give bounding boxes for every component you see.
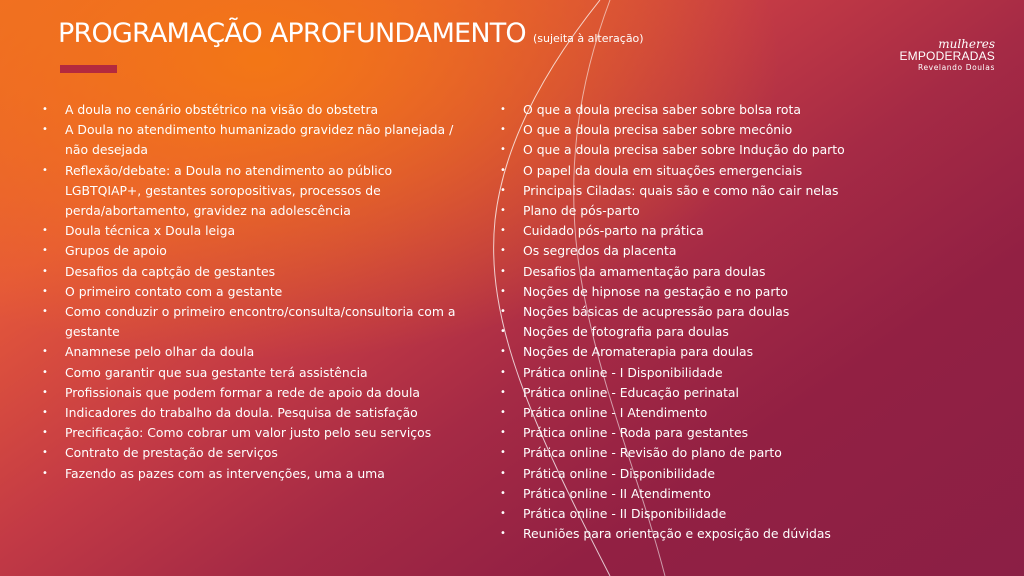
list-item: • Prática online - II Disponibilidade xyxy=(500,504,920,524)
list-item: • Prática online - Revisão do plano de parto xyxy=(500,443,920,463)
list-item: • Noções básicas de acupressão para doulas xyxy=(500,302,920,322)
brand-logo xyxy=(895,38,995,73)
list-item: • O primeiro contato com a gestante xyxy=(42,282,462,302)
list-item: • Noções de fotografia para doulas xyxy=(500,322,920,342)
list-item: • Desafios da amamentação para doulas xyxy=(500,262,920,282)
list-item: • O papel da doula em situações emergenciais xyxy=(500,161,920,181)
list-item: • Prática online - Disponibilidade xyxy=(500,464,920,484)
list-item: • Precificação: Como cobrar um valor justo pelo seu serviços xyxy=(42,423,462,443)
list-item: • Noções de Aromaterapia para doulas xyxy=(500,342,920,362)
list-item: • Principais Ciladas: quais são e como não cair nelas xyxy=(500,181,920,201)
list-item: • Profissionais que podem formar a rede de apoio da doula xyxy=(42,383,462,403)
list-item: • Fazendo as pazes com as intervenções, uma a uma xyxy=(42,464,462,484)
list-item: • Prática online - Educação perinatal xyxy=(500,383,920,403)
list-item: • Contrato de prestação de serviços xyxy=(42,443,462,463)
list-item: • Reflexão/debate: a Doula no atendimento ao público LGBTQIAP+, gestantes soropositivas, processos de perda/abortamento, gravidez na adolescência xyxy=(42,161,462,222)
list-item: • Como garantir que sua gestante terá assistência xyxy=(42,363,462,383)
list-item: • Os segredos da placenta xyxy=(500,241,920,261)
logo-line-3: Revelando Doulas xyxy=(917,63,995,72)
list-item: • Prática online - I Atendimento xyxy=(500,403,920,423)
left-topic-list xyxy=(42,100,462,484)
title-main: PROGRAMAÇÃO APROFUNDAMENTO xyxy=(58,18,526,49)
list-item: • Grupos de apoio xyxy=(42,241,462,261)
right-topic-list xyxy=(500,100,920,544)
page-title xyxy=(58,18,644,49)
title-note: (sujeita à alteração) xyxy=(532,32,644,45)
list-item: • Doula técnica x Doula leiga xyxy=(42,221,462,241)
list-item: • O que a doula precisa saber sobre mecônio xyxy=(500,120,920,140)
list-item: • O que a doula precisa saber sobre bolsa rota xyxy=(500,100,920,120)
list-item: • Como conduzir o primeiro encontro/consulta/consultoria com a gestante xyxy=(42,302,462,342)
list-item: • Indicadores do trabalho da doula. Pesquisa de satisfação xyxy=(42,403,462,423)
list-item: • A Doula no atendimento humanizado gravidez não planejada / não desejada xyxy=(42,120,462,160)
list-item: • Prática online - Roda para gestantes xyxy=(500,423,920,443)
list-item: • Desafios da captção de gestantes xyxy=(42,262,462,282)
logo-line-1: mulheres xyxy=(938,37,995,51)
title-accent-bar xyxy=(60,65,117,73)
list-item: • Plano de pós-parto xyxy=(500,201,920,221)
list-item: • Reuniões para orientação e exposição de dúvidas xyxy=(500,524,920,544)
list-item: • Prática online - I Disponibilidade xyxy=(500,363,920,383)
list-item: • Anamnese pelo olhar da doula xyxy=(42,342,462,362)
list-item: • Cuidado pós-parto na prática xyxy=(500,221,920,241)
list-item: • O que a doula precisa saber sobre Indução do parto xyxy=(500,140,920,160)
logo-line-2: EMPODERADAS xyxy=(899,49,995,63)
list-item: • Noções de hipnose na gestação e no parto xyxy=(500,282,920,302)
list-item: • A doula no cenário obstétrico na visão do obstetra xyxy=(42,100,462,120)
list-item: • Prática online - II Atendimento xyxy=(500,484,920,504)
